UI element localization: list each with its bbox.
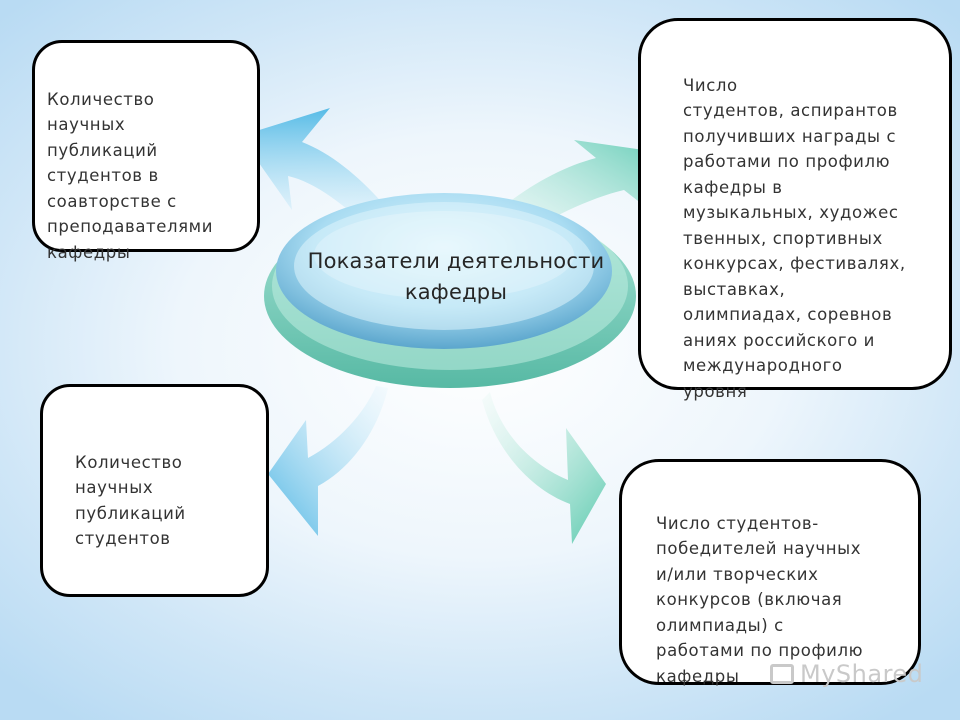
watermark	[770, 660, 923, 688]
box-competition-winners-text: Число студентов- победителей научных и/или творческих конкурсов (включая олимпиады) с работами по профилю кафедры	[656, 513, 864, 686]
box-publications-coauthored	[32, 40, 260, 262]
box-student-publications-text: Количество научных публикаций студентов	[75, 452, 186, 548]
watermark-text: MyShared	[800, 660, 924, 688]
arrow-bottom-right	[482, 392, 606, 544]
watermark-logo-icon	[770, 664, 794, 684]
box-awarded-students	[638, 18, 952, 401]
box-student-publications	[40, 384, 269, 597]
arrow-bottom-left	[268, 386, 388, 536]
box-competition-winners	[619, 459, 921, 685]
center-title: Показатели деятельности кафедры	[307, 249, 605, 304]
box-publications-coauthored-text: Количество научных публикаций студентов в соавторстве с преподавателями кафедры	[47, 89, 214, 262]
box-awarded-students-text: Число студентов, аспирантов получивших награды с работами по профилю кафедры в музыкальных, художес твенных, спортивных конкурсах, фестивалях, выставках, олимпиадах, соревнов аниях российского и международного уровня	[683, 75, 906, 401]
